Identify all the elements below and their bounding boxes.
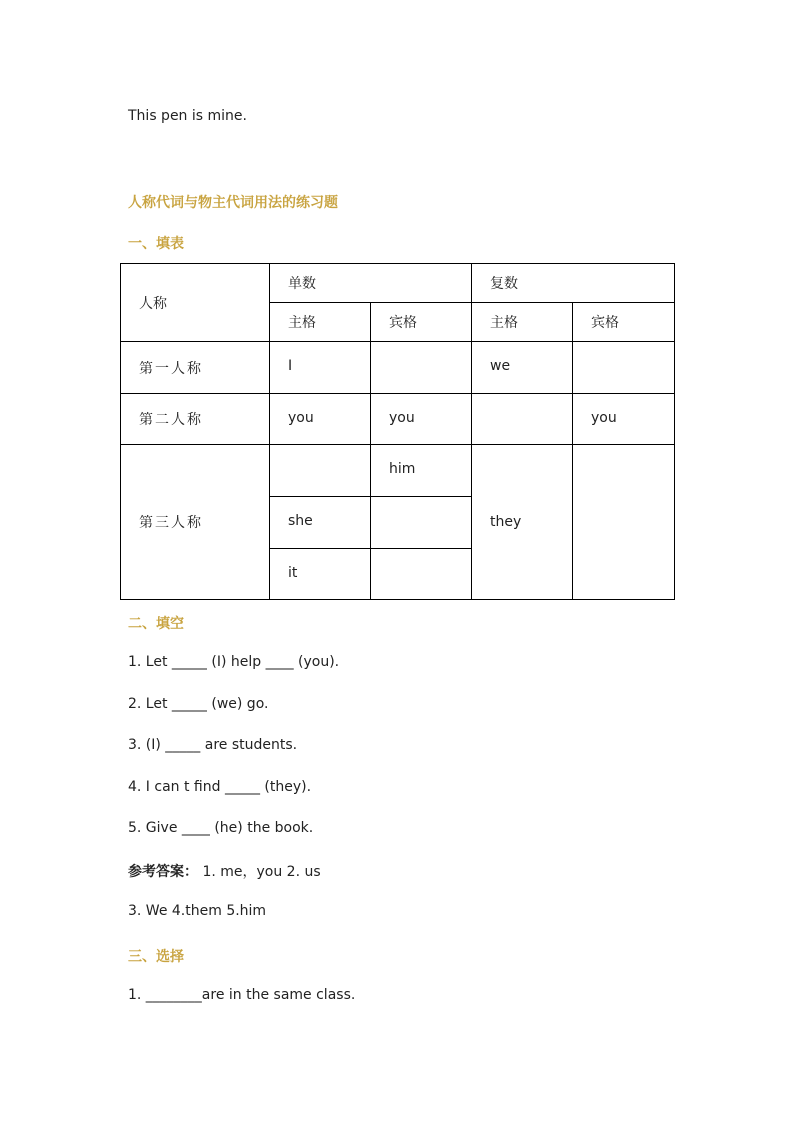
pronoun-table: [120, 263, 675, 600]
cell-third-sing-subj-1: [270, 445, 371, 497]
cell-first-sing-obj: [371, 342, 472, 394]
singular-object-header: 宾格: [371, 303, 472, 342]
fill-item-5: 5. Give ____ (he) the book.: [128, 820, 314, 836]
answer-text-1: 1. me，you 2. us: [198, 864, 321, 880]
section-3-heading: 三、选择: [128, 949, 184, 965]
fill-item-3: 3. (I) _____ are students.: [128, 737, 298, 753]
answer-line-2: 3. We 4.them 5.him: [128, 903, 267, 919]
plural-header: 复数: [472, 264, 675, 303]
row-label-second-person: 第二人称: [121, 394, 270, 445]
cell-third-sing-obj-2: [371, 497, 472, 549]
singular-subject-header: 主格: [270, 303, 371, 342]
cell-second-sing-obj: you: [371, 394, 472, 445]
fill-item-4: 4. I can t find _____ (they).: [128, 779, 312, 795]
answer-line-1: [128, 861, 321, 881]
plural-object-header: 宾格: [573, 303, 675, 342]
intro-sentence: This pen is mine.: [128, 108, 247, 124]
section-1-heading: 一、填表: [128, 236, 184, 252]
choice-item-1: 1. ________are in the same class.: [128, 987, 356, 1003]
cell-third-plur-obj: [573, 445, 675, 600]
row-label-third-person: 第三人称: [121, 445, 270, 600]
cell-second-plur-obj: you: [573, 394, 675, 445]
fill-item-1: 1. Let _____ (I) help ____ (you).: [128, 654, 340, 670]
cell-first-sing-subj: I: [270, 342, 371, 394]
row-label-first-person: 第一人称: [121, 342, 270, 394]
cell-first-plur-subj: we: [472, 342, 573, 394]
cell-second-plur-subj: [472, 394, 573, 445]
section-2-heading: 二、填空: [128, 616, 184, 632]
cell-second-sing-subj: you: [270, 394, 371, 445]
cell-third-sing-subj-3: it: [270, 549, 371, 600]
cell-third-plur-subj: they: [472, 445, 573, 600]
cell-third-sing-subj-2: she: [270, 497, 371, 549]
singular-header: 单数: [270, 264, 472, 303]
answer-label: 参考答案：: [128, 864, 198, 880]
cell-first-plur-obj: [573, 342, 675, 394]
worksheet-title: 人称代词与物主代词用法的练习题: [128, 195, 338, 211]
cell-third-sing-obj-3: [371, 549, 472, 600]
fill-item-2: 2. Let _____ (we) go.: [128, 696, 269, 712]
cell-third-sing-obj-1: him: [371, 445, 472, 497]
plural-subject-header: 主格: [472, 303, 573, 342]
person-header: 人称: [121, 264, 270, 342]
